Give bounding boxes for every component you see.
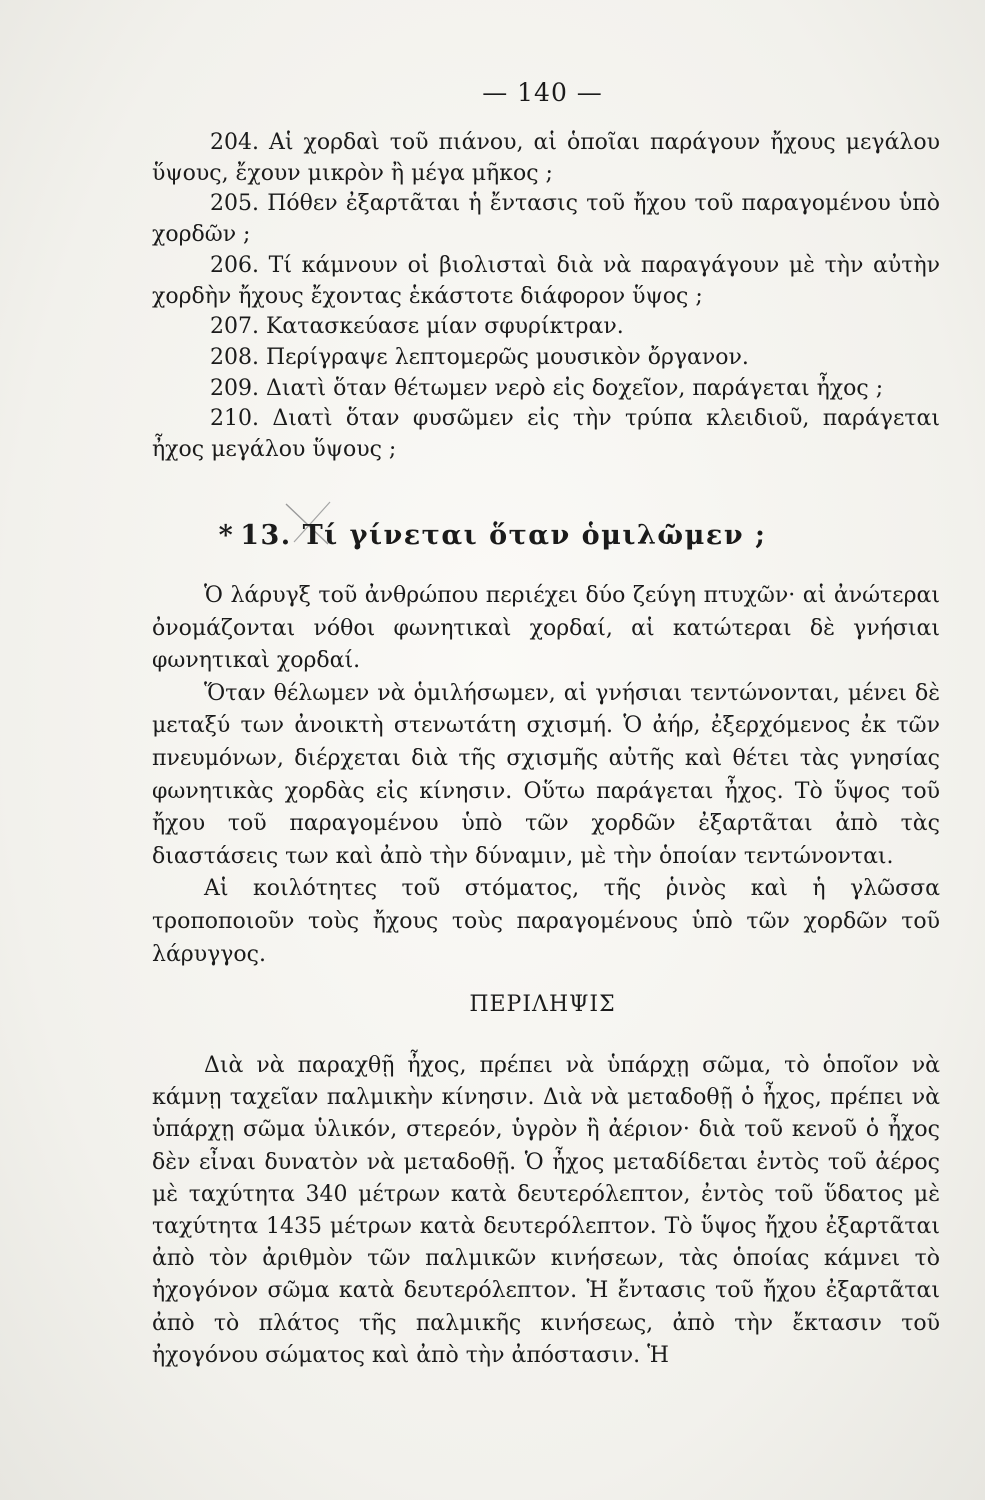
page-number: — 140 — — [482, 78, 603, 107]
summary-paragraph: Διὰ νὰ παραχθῇ ἦχος, πρέπει νὰ ὑπάρχῃ σῶμα, τὸ ὁποῖον νὰ κάμνῃ ταχεῖαν παλμικὴν κίνησιν. Διὰ νὰ μεταδοθῇ ὁ ἦχος, πρέπει νὰ ὑπάρχῃ σῶμα ὑλικόν, στερεόν, ὑγρὸν ἢ ἀέριον· διὰ τοῦ κενοῦ ὁ ἦχος δὲν εἶναι δυνατὸν νὰ μεταδοθῇ. Ὁ ἦχος μεταδίδεται ἐντὸς τοῦ ἀέρος μὲ ταχύτητα 340 μέτρων κατὰ δευτερόλεπτον, ἐντὸς τοῦ ὕδατος μὲ ταχύτητα 1435 μέτρων κατὰ δευτερόλεπτον. Τὸ ὕψος ἤχου ἐξαρτᾶται ἀπὸ τὸν ἀριθμὸν τῶν παλμικῶν κινήσεων, τὰς ὁποίας κάμνει τὸ ἠχογόνον σῶμα κατὰ δευτερόλεπτον. Ἡ ἔντασις τοῦ ἤχου ἐξαρτᾶται ἀπὸ τὸ πλάτος τῆς παλμικῆς κινήσεως, ἀπὸ τὴν ἔκτασιν τοῦ ἠχογόνου σώματος καὶ ἀπὸ τὴν ἀπόστασιν. Ἡ — [152, 1053, 940, 1368]
paragraph-speaking: Ὅταν θέλωμεν νὰ ὁμιλήσωμεν, αἱ γνήσιαι τεντώνονται, μένει δὲ μεταξύ των ἀνοικτὴ στενωτάτη σχισμή. Ὁ ἀήρ, ἐξερχόμενος ἐκ τῶν πνευμόνων, διέρχεται διὰ τῆς σχισμῆς αὐτῆς καὶ θέτει τὰς γνησίας φωνητικὰς χορδὰς εἰς κίνησιν. Οὕτω παράγεται ἦχος. Τὸ ὕψος τοῦ ἤχου τοῦ παραγομένου ὑπὸ τῶν χορδῶν ἐξαρτᾶται ἀπὸ τὰς διαστάσεις των καὶ ἀπὸ τὴν δύναμιν, μὲ τὴν ὁποίαν τεντώνονται. — [152, 680, 940, 869]
section-body — [152, 580, 940, 971]
asterisk-mark: * — [218, 520, 235, 551]
question-208: 208. Περίγραψε λεπτομερῶς μουσικὸν ὄργανον. — [210, 344, 749, 370]
question-206: 206. Τί κάμνουν οἱ βιολισταὶ διὰ νὰ παραγάγουν μὲ τὴν αὐτὴν χορδὴν ἤχους ἔχοντας ἑκάστοτε διάφορον ὕψος ; — [152, 252, 940, 309]
question-204: 204. Αἱ χορδαὶ τοῦ πιάνου, αἱ ὁποῖαι παράγουν ἤχους μεγάλου ὕψους, ἔχουν μικρὸν ἢ μέγα μῆκος ; — [152, 130, 940, 186]
question-205: 205. Πόθεν ἐξαρτᾶται ἡ ἔντασις τοῦ ἤχου τοῦ παραγομένου ὑπὸ χορδῶν ; — [152, 191, 940, 248]
section-heading — [0, 520, 985, 551]
summary-body — [152, 1050, 940, 1372]
summary-heading: ΠΕΡΙΛΗΨΙΣ — [469, 992, 616, 1017]
section-title: 13. Τί γίνεται ὅταν ὁμιλῶμεν ; — [240, 520, 767, 551]
review-questions — [152, 128, 940, 466]
paragraph-larynx: Ὁ λάρυγξ τοῦ ἀνθρώπου περιέχει δύο ζεύγη πτυχῶν· αἱ ἀνώτεραι ὀνομάζονται νόθοι φωνητικαὶ χορδαί, αἱ κατώτεραι δὲ γνήσιαι φωνητικαὶ χορδαί. — [152, 583, 940, 674]
question-209: 209. Διατὶ ὅταν θέτωμεν νερὸ εἰς δοχεῖον, παράγεται ἦχος ; — [210, 375, 884, 401]
question-207: 207. Κατασκεύασε μίαν σφυρίκτραν. — [210, 314, 624, 340]
question-210: 210. Διατὶ ὅταν φυσῶμεν εἰς τὴν τρύπα κλειδιοῦ, παράγεται ἦχος μεγάλου ὕψους ; — [152, 406, 940, 463]
paragraph-cavities: Αἱ κοιλότητες τοῦ στόματος, τῆς ῥινὸς καὶ ἡ γλῶσσα τροποποιοῦν τοὺς ἤχους τοὺς παραγομένους ὑπὸ τῶν χορδῶν τοῦ λάρυγγος. — [152, 876, 940, 967]
